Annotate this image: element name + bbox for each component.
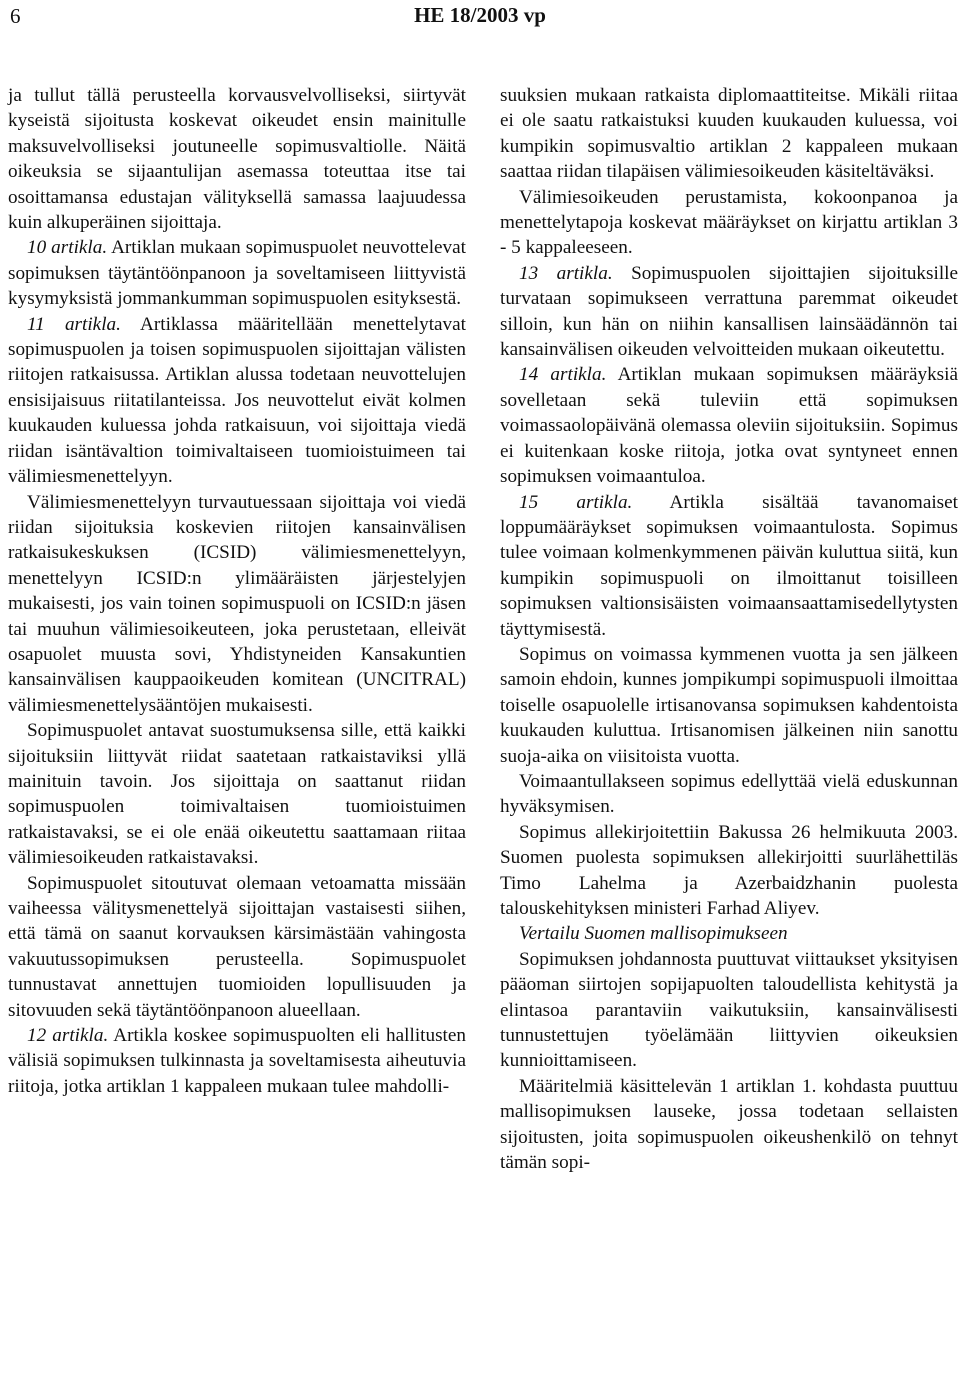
paragraph xyxy=(8,718,466,870)
section-heading: 15 artikla. xyxy=(519,491,633,513)
paragraph xyxy=(500,83,958,185)
paragraph xyxy=(8,83,466,235)
paragraph-text: Artikla sisältää tavanomaiset loppumääräykset sopimuksen voimaantulosta. Sopimus tulee voimaan kolmenkymmenen päivän kuluttua siitä, kun kumpikin sopimuspuoli on ilmoittanut toisilleen sopimuksen valtionsisäisten voimaansaattamisedellytysten täyttymisestä. xyxy=(500,491,958,640)
paragraph xyxy=(500,362,958,489)
paragraph-text: Voimaantullakseen sopimus edellyttää vielä eduskunnan hyväksymisen. xyxy=(500,770,958,818)
paragraph xyxy=(8,871,466,1023)
paragraph xyxy=(500,490,958,642)
right-column xyxy=(500,83,958,1175)
section-heading: 13 artikla. xyxy=(519,262,613,284)
section-heading: 10 artikla. xyxy=(27,237,108,259)
paragraph-text: Sopimuspuolet sitoutuvat olemaan vetoamatta missään vaiheessa välitysmenettelyä sijoittajan vastaisesti siihen, että tämä on saanut korvauksen kärsimästään vahingosta vakuutussopimuksen perusteella. Sopimuspuolet tunnustavat annettujen tuomioiden lopullisuuden ja sitovuuden sekä täytäntöönpanoon alueellaan. xyxy=(8,872,466,1021)
paragraph-text: Artiklan mukaan sopimuksen määräyksiä sovelletaan sekä tuleviin että sopimuksen voimassaolopäivänä olemassa oleviin sijoituksiin. Sopimus ei kuitenkaan koske riitoja, jotka ovat syntyneet ennen sopimuksen voimaantuloa. xyxy=(500,364,958,488)
paragraph-text: Määritelmiä käsittelevän 1 artiklan 1. kohdasta puuttuu mallisopimuksen lauseke, jossa todetaan sellaisten sijoitusten, joita sopimuspuolen oikeushenkilö on tehnyt tämän sopi- xyxy=(500,1075,958,1174)
paragraph-text: ja tullut tällä perusteella korvausvelvolliseksi, siirtyvät kyseistä sijoitusta koskevat oikeudet ensin mainitulle maksuvelvolliseksi joutuneelle sopimusvaltiolle. Näitä oikeuksia se sijaantulijan asemassa toteuttaa itse tai osoittamansa edustajan välityksellä samassa laajuudessa kuin alkuperäinen sijoittaja. xyxy=(8,85,466,234)
paragraph-text: Artiklan mukaan sopimuspuolet neuvottelevat sopimuksen täytäntöönpanoon ja soveltamiseen liittyvistä kysymyksistä jommankumman sopimuspuolen esityksestä. xyxy=(8,237,466,310)
paragraph xyxy=(8,312,466,490)
page-header xyxy=(0,0,960,34)
paragraph xyxy=(500,769,958,820)
paragraph-text: Sopimuspuolet antavat suostumuksensa sille, että kaikki sijoituksiin liittyvät riidat saatetaan ratkaistaviksi yllä mainituin tavoin. Jos sijoittaja on saattanut riidan sopimuspuolen toimivaltaisen tuomioistuimen ratkaistavaksi, se ei ole enää oikeutettu saattamaan riitaa välimiesoikeuden ratkaistavaksi. xyxy=(8,720,466,869)
left-column xyxy=(8,83,466,1099)
paragraph xyxy=(500,947,958,1074)
paragraph xyxy=(500,921,958,946)
paragraph-text: Sopimuspuolen sijoittajien sijoituksille turvataan sopimukseen verrattuna paremmat oikeudet silloin, kun hän on niihin kansallisen lainsäädännön tai kansainvälisen oikeuden velvoitteiden mukaan oikeutettu. xyxy=(500,262,958,361)
paragraph xyxy=(500,261,958,363)
paragraph xyxy=(8,235,466,311)
section-heading: Vertailu Suomen mallisopimukseen xyxy=(519,923,788,945)
paragraph-text: suuksien mukaan ratkaista diplomaattiteitse. Mikäli riitaa ei ole saatu ratkaistuksi kuuden kuukauden kuluessa, voi kumpikin sopimusvaltio artiklan 2 kappaleen mukaan saattaa riidan tilapäisen välimiesoikeuden käsiteltäväksi. xyxy=(500,85,958,183)
paragraph-text: Välimiesoikeuden perustamista, kokoonpanoa ja menettelytapoja koskevat määräykset on kirjattu artiklan 3 - 5 kappaleeseen. xyxy=(500,186,958,259)
paragraph-text: Sopimuksen johdannosta puuttuvat viittaukset yksityisen pääoman siirtojen sopijapuolten taloudellista kehitystä ja elintasoa parantaviin vaikutuksiin, kansainvälisesti tunnustettujen työelämään liittyvien oikeuksien kunnioittamiseen. xyxy=(500,948,958,1072)
document-id: HE 18/2003 vp xyxy=(414,3,546,27)
paragraph-text: Sopimus on voimassa kymmenen vuotta ja sen jälkeen samoin ehdoin, kunnes jompikumpi sopimuspuoli ilmoittaa toiselle osapuolelle irtisanovansa sopimuksen kahdentoista kuukauden kuluttua. Irtisanomisen jälkeinen niin sanottu suoja-aika on viisitoista vuotta. xyxy=(500,643,958,767)
paragraph-text: Artikla koskee sopimuspuolten eli hallitusten välisiä sopimuksen tulkinnasta ja soveltamisesta aiheutuvia riitoja, jotka artiklan 1 kappaleen mukaan tulee mahdolli- xyxy=(8,1025,466,1097)
paragraph xyxy=(8,490,466,719)
section-heading: 12 artikla. xyxy=(27,1025,109,1047)
paragraph-text: Artiklassa määritellään menettelytavat sopimuspuolen ja toisen sopimuspuolen sijoittajan välisten riitojen ratkaisussa. Artiklan alussa todetaan neuvottelujen ensisijaisuus riitatilanteissa. Jos neuvottelut eivät kolmen kuukauden kuluessa johda ratkaisuun, voi sijoittaja viedä riidan isäntävaltion toimivaltaiseen tuomioistuimeen tai välimiesmenettelyyn. xyxy=(8,313,466,488)
paragraph xyxy=(500,820,958,922)
paragraph xyxy=(500,642,958,769)
page-number: 6 xyxy=(10,4,21,28)
paragraph xyxy=(500,1074,958,1176)
paragraph xyxy=(500,185,958,261)
paragraph-text: Sopimus allekirjoitettiin Bakussa 26 helmikuuta 2003. Suomen puolesta sopimuksen allekirjoitti suurlähettiläs Timo Lahelma ja Azerbaidzhanin puolesta talouskehityksen ministeri Farhad Aliyev. xyxy=(500,821,958,919)
paragraph-text: Välimiesmenettelyyn turvautuessaan sijoittaja voi viedä riidan sijoituksia koskevien riitojen kansainvälisen ratkaisukeskuksen (ICSID) välimiesmenettelyyn, menettelyyn ICSID:n ylimääräisten järjestelyjen mukaisesti, jos vain toinen sopimuspuoli on ICSID:n jäsen tai muuhun välimiesoikeuteen, joka perustetaan, elleivät osapuolet muusta sovi, Yhdistyneiden Kansakuntien kansainvälisen kauppaoikeuden komitean (UNCITRAL) välimiesmenettelysääntöjen mukaisesti. xyxy=(8,491,466,716)
section-heading: 14 artikla. xyxy=(519,364,607,386)
paragraph xyxy=(8,1023,466,1099)
section-heading: 11 artikla. xyxy=(27,313,121,335)
